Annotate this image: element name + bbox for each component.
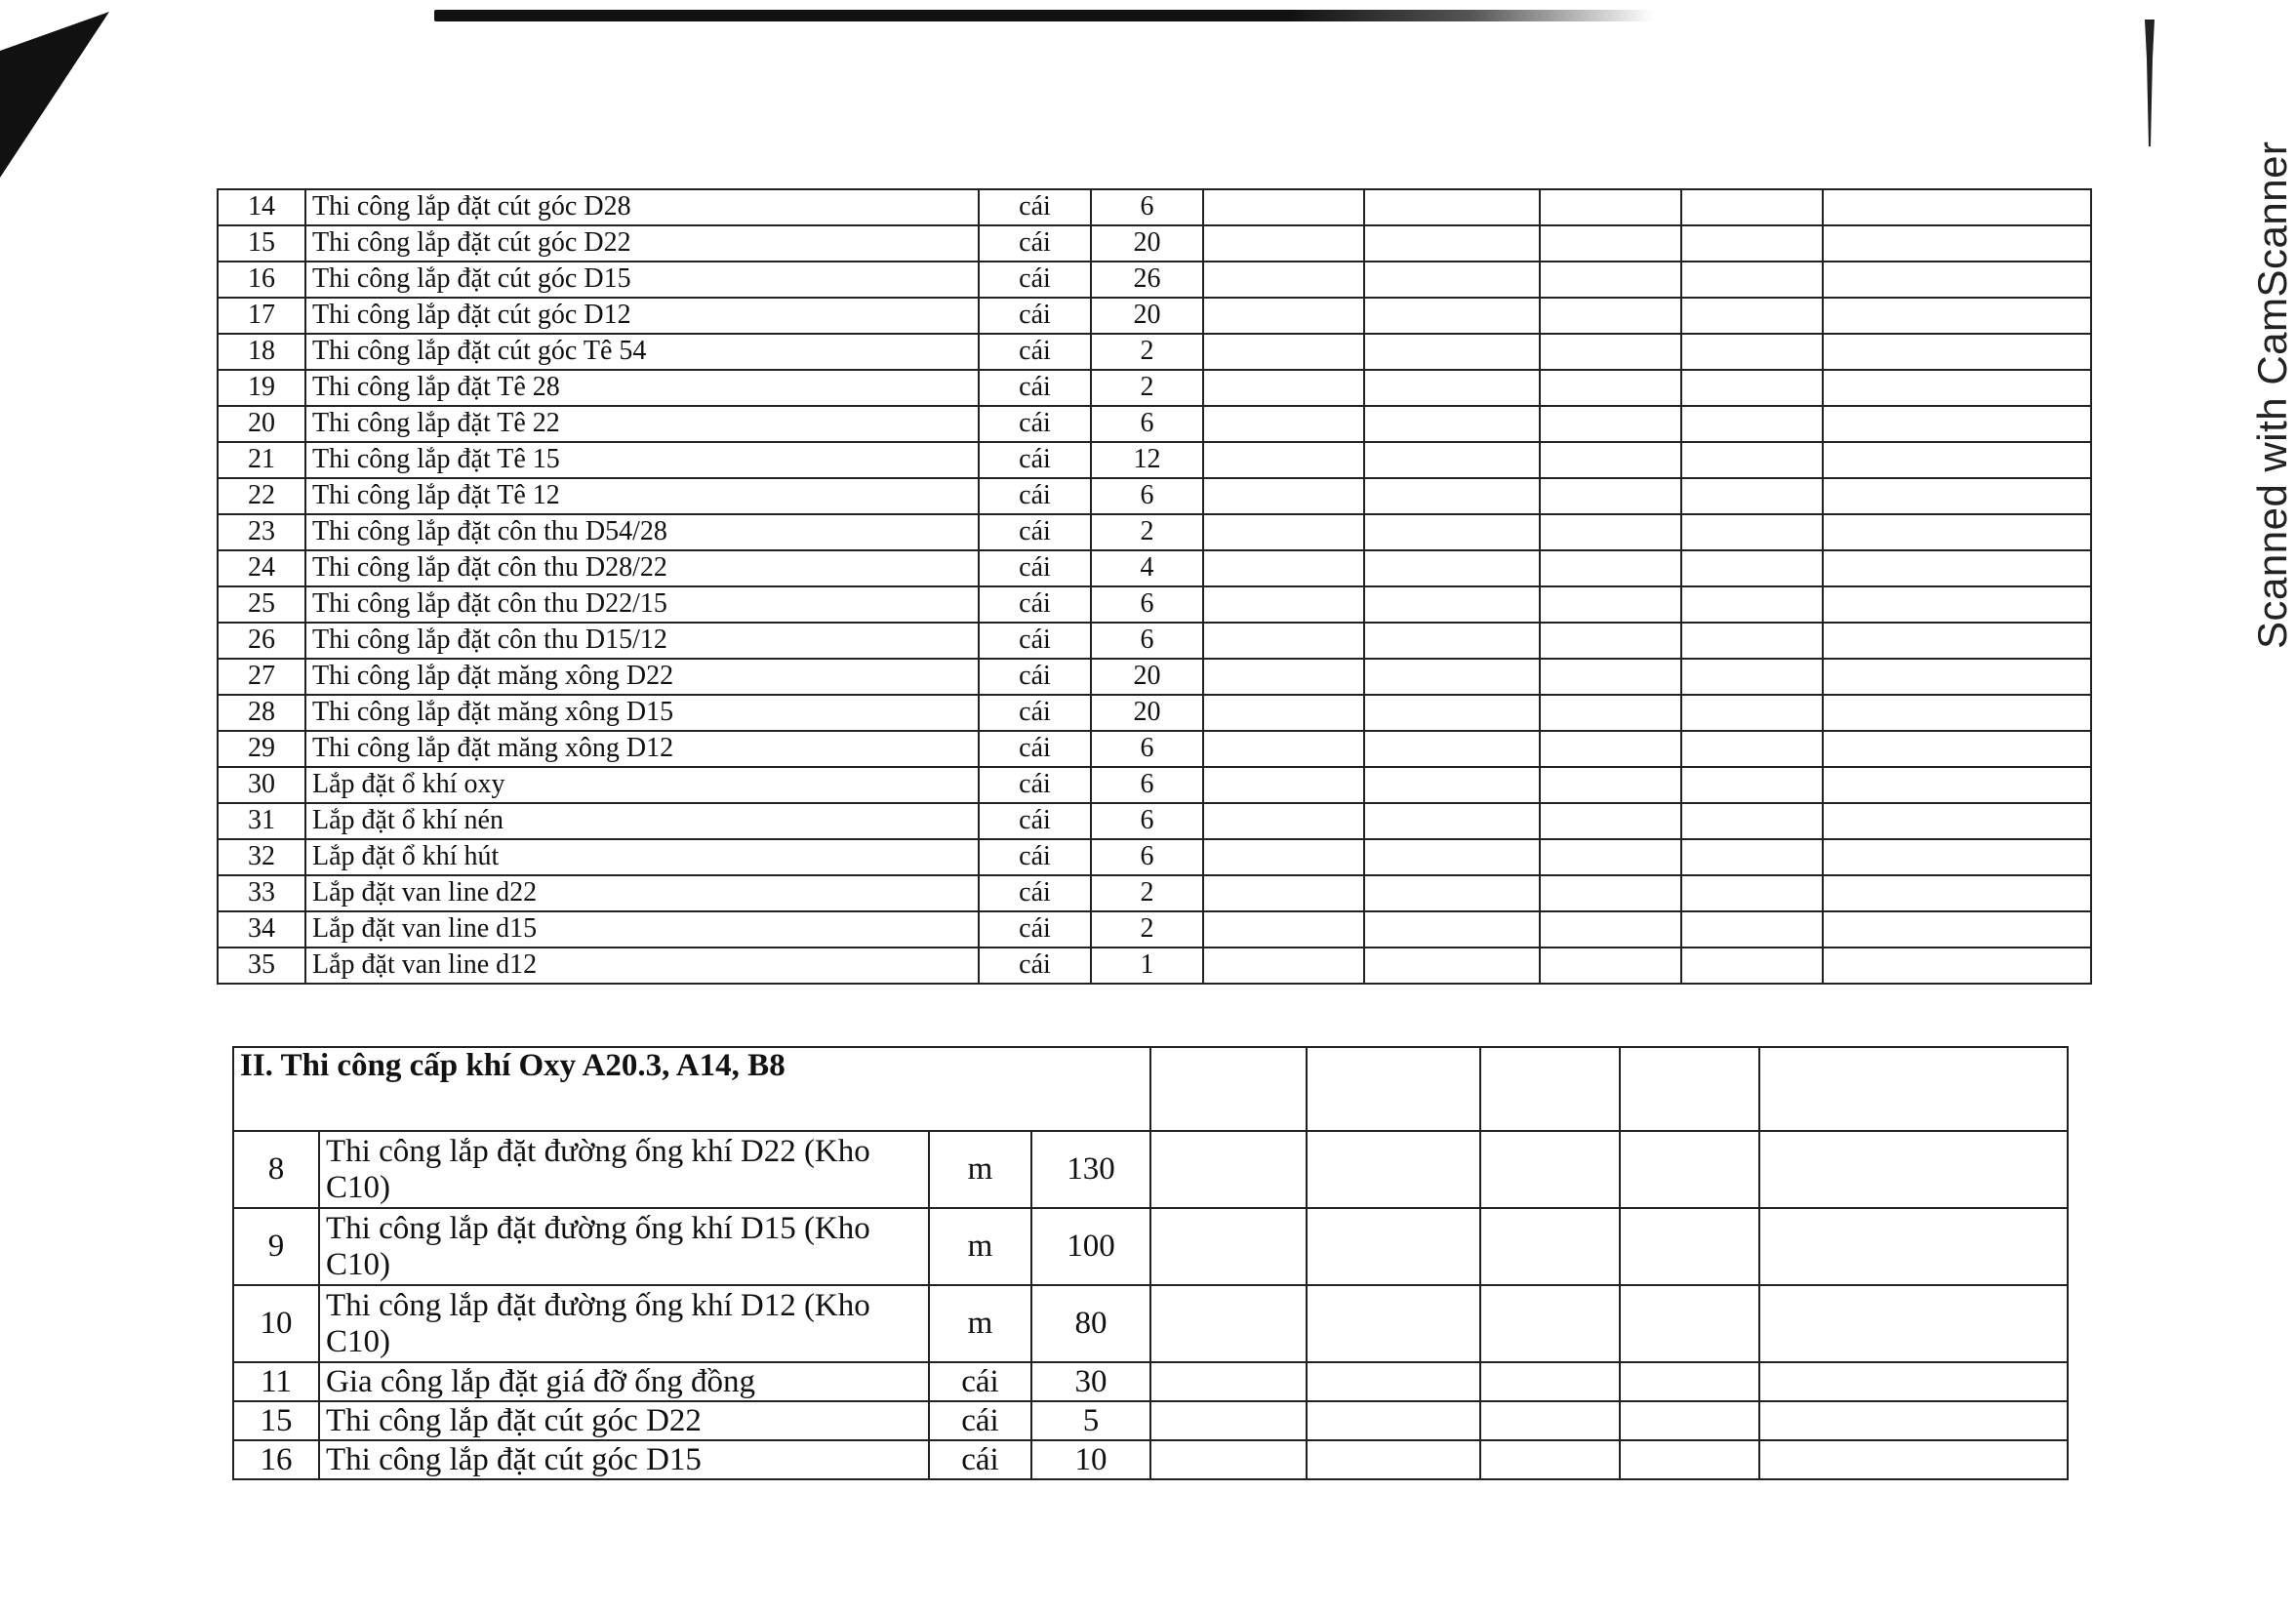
empty-cell (1620, 1362, 1759, 1401)
empty-cell (1364, 298, 1540, 334)
row-number: 18 (218, 334, 305, 370)
empty-cell (1203, 189, 1364, 225)
empty-cell (1203, 659, 1364, 695)
table-row (218, 442, 2091, 478)
empty-cell (1203, 406, 1364, 442)
unit-cell: cái (979, 298, 1091, 334)
table-row (218, 514, 2091, 550)
empty-cell (1364, 189, 1540, 225)
empty-cell (1540, 695, 1681, 731)
empty-cell (1150, 1401, 1307, 1440)
empty-cell (1681, 731, 1823, 767)
empty-cell (1364, 514, 1540, 550)
empty-cell (1364, 839, 1540, 875)
table-row (218, 406, 2091, 442)
empty-cell (1823, 875, 2091, 911)
empty-cell (1540, 406, 1681, 442)
empty-cell (1203, 948, 1364, 984)
row-number: 24 (218, 550, 305, 586)
empty-cell (1540, 478, 1681, 514)
empty-cell (1364, 586, 1540, 623)
row-number: 19 (218, 370, 305, 406)
quantity-cell: 30 (1031, 1362, 1150, 1401)
empty-cell (1681, 875, 1823, 911)
unit-cell: cái (979, 189, 1091, 225)
empty-cell (1823, 514, 2091, 550)
table-row (218, 659, 2091, 695)
row-number: 32 (218, 839, 305, 875)
empty-cell (1681, 406, 1823, 442)
empty-cell (1364, 406, 1540, 442)
empty-cell (1681, 225, 1823, 262)
item-description: Lắp đặt van line d12 (305, 948, 979, 984)
empty-cell (1540, 767, 1681, 803)
empty-cell (1681, 911, 1823, 948)
item-description: Thi công lắp đặt cút góc D15 (305, 262, 979, 298)
quantity-cell: 5 (1031, 1401, 1150, 1440)
empty-cell (1203, 731, 1364, 767)
item-description: Thi công lắp đặt cút góc Tê 54 (305, 334, 979, 370)
row-number: 23 (218, 514, 305, 550)
empty-cell (1759, 1047, 2068, 1131)
unit-cell: cái (979, 586, 1091, 623)
table-row (218, 189, 2091, 225)
empty-cell (1364, 659, 1540, 695)
empty-cell (1480, 1131, 1620, 1208)
table-row (233, 1440, 2068, 1479)
row-number: 10 (233, 1285, 319, 1362)
empty-cell (1540, 803, 1681, 839)
empty-cell (1681, 370, 1823, 406)
empty-cell (1823, 839, 2091, 875)
empty-cell (1681, 334, 1823, 370)
unit-cell: m (929, 1131, 1031, 1208)
empty-cell (1681, 803, 1823, 839)
item-description: Thi công lắp đặt côn thu D15/12 (305, 623, 979, 659)
camscanner-watermark: Scanned with CamScanner (2249, 141, 2295, 649)
unit-cell: cái (979, 550, 1091, 586)
empty-cell (1620, 1208, 1759, 1285)
empty-cell (1823, 262, 2091, 298)
empty-cell (1203, 262, 1364, 298)
empty-cell (1480, 1362, 1620, 1401)
quantity-cell: 10 (1031, 1440, 1150, 1479)
empty-cell (1203, 550, 1364, 586)
table-row (218, 334, 2091, 370)
quantity-cell: 20 (1091, 695, 1203, 731)
empty-cell (1307, 1285, 1480, 1362)
item-description: Thi công lắp đặt cút góc D28 (305, 189, 979, 225)
item-description: Thi công lắp đặt cút góc D22 (319, 1401, 929, 1440)
row-number: 31 (218, 803, 305, 839)
table-row (218, 875, 2091, 911)
empty-cell (1203, 803, 1364, 839)
empty-cell (1364, 442, 1540, 478)
empty-cell (1540, 875, 1681, 911)
section-header-row (233, 1047, 2068, 1131)
row-number: 35 (218, 948, 305, 984)
item-description: Thi công lắp đặt côn thu D54/28 (305, 514, 979, 550)
quantity-cell: 2 (1091, 334, 1203, 370)
empty-cell (1307, 1131, 1480, 1208)
item-description: Thi công lắp đặt măng xông D15 (305, 695, 979, 731)
unit-cell: cái (979, 442, 1091, 478)
quantity-cell: 26 (1091, 262, 1203, 298)
items-table-part2 (232, 1046, 2069, 1480)
empty-cell (1823, 334, 2091, 370)
empty-cell (1540, 225, 1681, 262)
row-number: 26 (218, 623, 305, 659)
item-description: Thi công lắp đặt Tê 28 (305, 370, 979, 406)
unit-cell: cái (979, 225, 1091, 262)
row-number: 33 (218, 875, 305, 911)
item-description: Thi công lắp đặt cút góc D15 (319, 1440, 929, 1479)
row-number: 15 (218, 225, 305, 262)
row-number: 20 (218, 406, 305, 442)
quantity-cell: 6 (1091, 586, 1203, 623)
table-row (233, 1131, 2068, 1208)
unit-cell: cái (979, 478, 1091, 514)
unit-cell: cái (979, 370, 1091, 406)
quantity-cell: 1 (1091, 948, 1203, 984)
empty-cell (1823, 695, 2091, 731)
empty-cell (1307, 1440, 1480, 1479)
empty-cell (1203, 478, 1364, 514)
empty-cell (1540, 839, 1681, 875)
row-number: 16 (218, 262, 305, 298)
row-number: 28 (218, 695, 305, 731)
quantity-cell: 2 (1091, 514, 1203, 550)
empty-cell (1620, 1047, 1759, 1131)
empty-cell (1364, 731, 1540, 767)
empty-cell (1364, 875, 1540, 911)
row-number: 29 (218, 731, 305, 767)
empty-cell (1759, 1208, 2068, 1285)
empty-cell (1364, 225, 1540, 262)
quantity-cell: 6 (1091, 839, 1203, 875)
empty-cell (1823, 623, 2091, 659)
empty-cell (1823, 803, 2091, 839)
empty-cell (1150, 1047, 1307, 1131)
section-title: II. Thi công cấp khí Oxy A20.3, A14, B8 (233, 1047, 1150, 1131)
empty-cell (1540, 550, 1681, 586)
empty-cell (1620, 1131, 1759, 1208)
empty-cell (1203, 875, 1364, 911)
item-description: Thi công lắp đặt măng xông D12 (305, 731, 979, 767)
table-row (218, 550, 2091, 586)
empty-cell (1364, 550, 1540, 586)
table-row (218, 586, 2091, 623)
row-number: 11 (233, 1362, 319, 1401)
empty-cell (1823, 406, 2091, 442)
empty-cell (1480, 1285, 1620, 1362)
unit-cell: cái (929, 1362, 1031, 1401)
quantity-cell: 80 (1031, 1285, 1150, 1362)
table-row (218, 731, 2091, 767)
scan-corner-shadow (0, 12, 117, 178)
unit-cell: cái (979, 911, 1091, 948)
table-row (233, 1401, 2068, 1440)
empty-cell (1823, 550, 2091, 586)
empty-cell (1203, 586, 1364, 623)
table-row (218, 370, 2091, 406)
row-number: 9 (233, 1208, 319, 1285)
empty-cell (1620, 1401, 1759, 1440)
item-description: Thi công lắp đặt Tê 12 (305, 478, 979, 514)
row-number: 14 (218, 189, 305, 225)
unit-cell: m (929, 1285, 1031, 1362)
empty-cell (1759, 1362, 2068, 1401)
empty-cell (1681, 948, 1823, 984)
empty-cell (1823, 442, 2091, 478)
table-row (218, 225, 2091, 262)
empty-cell (1540, 262, 1681, 298)
quantity-cell: 4 (1091, 550, 1203, 586)
unit-cell: cái (979, 731, 1091, 767)
table-row (218, 695, 2091, 731)
quantity-cell: 6 (1091, 478, 1203, 514)
empty-cell (1823, 298, 2091, 334)
unit-cell: cái (979, 514, 1091, 550)
empty-cell (1823, 659, 2091, 695)
empty-cell (1681, 586, 1823, 623)
unit-cell: cái (979, 767, 1091, 803)
empty-cell (1681, 695, 1823, 731)
empty-cell (1203, 839, 1364, 875)
empty-cell (1364, 767, 1540, 803)
empty-cell (1540, 911, 1681, 948)
row-number: 34 (218, 911, 305, 948)
empty-cell (1150, 1208, 1307, 1285)
unit-cell: cái (979, 695, 1091, 731)
table-row (218, 262, 2091, 298)
empty-cell (1480, 1047, 1620, 1131)
item-description: Thi công lắp đặt đường ống khí D12 (Kho C10) (319, 1285, 929, 1362)
empty-cell (1203, 911, 1364, 948)
empty-cell (1480, 1208, 1620, 1285)
item-description: Gia công lắp đặt giá đỡ ống đồng (319, 1362, 929, 1401)
quantity-cell: 6 (1091, 803, 1203, 839)
quantity-cell: 2 (1091, 370, 1203, 406)
empty-cell (1823, 370, 2091, 406)
empty-cell (1307, 1401, 1480, 1440)
unit-cell: cái (979, 262, 1091, 298)
quantity-cell: 100 (1031, 1208, 1150, 1285)
empty-cell (1203, 334, 1364, 370)
empty-cell (1823, 225, 2091, 262)
empty-cell (1203, 298, 1364, 334)
empty-cell (1823, 731, 2091, 767)
row-number: 15 (233, 1401, 319, 1440)
row-number: 30 (218, 767, 305, 803)
empty-cell (1540, 442, 1681, 478)
empty-cell (1759, 1440, 2068, 1479)
row-number: 17 (218, 298, 305, 334)
unit-cell: cái (929, 1440, 1031, 1479)
empty-cell (1540, 731, 1681, 767)
table-row (218, 803, 2091, 839)
empty-cell (1364, 334, 1540, 370)
empty-cell (1307, 1047, 1480, 1131)
empty-cell (1823, 767, 2091, 803)
empty-cell (1681, 478, 1823, 514)
item-description: Lắp đặt van line d22 (305, 875, 979, 911)
table-row (233, 1208, 2068, 1285)
item-description: Thi công lắp đặt Tê 15 (305, 442, 979, 478)
item-description: Thi công lắp đặt măng xông D22 (305, 659, 979, 695)
empty-cell (1620, 1285, 1759, 1362)
table-row (233, 1285, 2068, 1362)
empty-cell (1307, 1208, 1480, 1285)
table-row (218, 478, 2091, 514)
empty-cell (1203, 442, 1364, 478)
empty-cell (1364, 478, 1540, 514)
empty-cell (1203, 695, 1364, 731)
item-description: Thi công lắp đặt đường ống khí D15 (Kho C10) (319, 1208, 929, 1285)
empty-cell (1364, 262, 1540, 298)
empty-cell (1681, 623, 1823, 659)
empty-cell (1203, 225, 1364, 262)
unit-cell: cái (979, 623, 1091, 659)
item-description: Thi công lắp đặt đường ống khí D22 (Kho C10) (319, 1131, 929, 1208)
quantity-cell: 6 (1091, 623, 1203, 659)
empty-cell (1203, 767, 1364, 803)
quantity-cell: 6 (1091, 189, 1203, 225)
row-number: 21 (218, 442, 305, 478)
empty-cell (1681, 442, 1823, 478)
empty-cell (1364, 948, 1540, 984)
empty-cell (1540, 370, 1681, 406)
quantity-cell: 12 (1091, 442, 1203, 478)
item-description: Lắp đặt ổ khí hút (305, 839, 979, 875)
empty-cell (1307, 1362, 1480, 1401)
empty-cell (1150, 1285, 1307, 1362)
quantity-cell: 20 (1091, 298, 1203, 334)
empty-cell (1681, 767, 1823, 803)
row-number: 25 (218, 586, 305, 623)
empty-cell (1540, 514, 1681, 550)
empty-cell (1823, 478, 2091, 514)
quantity-cell: 20 (1091, 225, 1203, 262)
empty-cell (1150, 1131, 1307, 1208)
item-description: Lắp đặt van line d15 (305, 911, 979, 948)
empty-cell (1759, 1131, 2068, 1208)
unit-cell: cái (979, 659, 1091, 695)
empty-cell (1364, 803, 1540, 839)
quantity-cell: 130 (1031, 1131, 1150, 1208)
unit-cell: cái (979, 948, 1091, 984)
row-number: 16 (233, 1440, 319, 1479)
quantity-cell: 6 (1091, 406, 1203, 442)
empty-cell (1540, 586, 1681, 623)
quantity-cell: 2 (1091, 911, 1203, 948)
item-description: Thi công lắp đặt côn thu D22/15 (305, 586, 979, 623)
row-number: 8 (233, 1131, 319, 1208)
row-number: 22 (218, 478, 305, 514)
unit-cell: cái (979, 803, 1091, 839)
empty-cell (1823, 189, 2091, 225)
unit-cell: cái (979, 875, 1091, 911)
empty-cell (1620, 1440, 1759, 1479)
empty-cell (1203, 623, 1364, 659)
item-description: Lắp đặt ổ khí oxy (305, 767, 979, 803)
item-description: Thi công lắp đặt cút góc D12 (305, 298, 979, 334)
empty-cell (1681, 298, 1823, 334)
empty-cell (1540, 334, 1681, 370)
empty-cell (1480, 1401, 1620, 1440)
quantity-cell: 6 (1091, 731, 1203, 767)
items-table-part1 (217, 188, 2092, 985)
table-row (218, 767, 2091, 803)
item-description: Lắp đặt ổ khí nén (305, 803, 979, 839)
empty-cell (1681, 262, 1823, 298)
table-row (218, 948, 2091, 984)
empty-cell (1823, 911, 2091, 948)
unit-cell: cái (979, 839, 1091, 875)
empty-cell (1364, 695, 1540, 731)
empty-cell (1364, 370, 1540, 406)
empty-cell (1759, 1285, 2068, 1362)
table-row (218, 839, 2091, 875)
empty-cell (1150, 1362, 1307, 1401)
empty-cell (1759, 1401, 2068, 1440)
quantity-cell: 20 (1091, 659, 1203, 695)
quantity-cell: 6 (1091, 767, 1203, 803)
empty-cell (1681, 550, 1823, 586)
empty-cell (1681, 189, 1823, 225)
item-description: Thi công lắp đặt cút góc D22 (305, 225, 979, 262)
empty-cell (1364, 623, 1540, 659)
scan-right-edge-mark (2145, 20, 2155, 146)
table-row (218, 298, 2091, 334)
scan-edge-shadow (434, 10, 1654, 21)
empty-cell (1150, 1440, 1307, 1479)
empty-cell (1823, 948, 2091, 984)
empty-cell (1823, 586, 2091, 623)
table-row (218, 911, 2091, 948)
empty-cell (1540, 948, 1681, 984)
unit-cell: m (929, 1208, 1031, 1285)
empty-cell (1203, 514, 1364, 550)
empty-cell (1203, 370, 1364, 406)
empty-cell (1681, 514, 1823, 550)
empty-cell (1540, 189, 1681, 225)
item-description: Thi công lắp đặt côn thu D28/22 (305, 550, 979, 586)
unit-cell: cái (979, 334, 1091, 370)
item-description: Thi công lắp đặt Tê 22 (305, 406, 979, 442)
empty-cell (1681, 659, 1823, 695)
table-row (218, 623, 2091, 659)
quantity-cell: 2 (1091, 875, 1203, 911)
empty-cell (1540, 659, 1681, 695)
unit-cell: cái (979, 406, 1091, 442)
empty-cell (1364, 911, 1540, 948)
empty-cell (1480, 1440, 1620, 1479)
unit-cell: cái (929, 1401, 1031, 1440)
table-row (233, 1362, 2068, 1401)
empty-cell (1681, 839, 1823, 875)
empty-cell (1540, 623, 1681, 659)
empty-cell (1540, 298, 1681, 334)
row-number: 27 (218, 659, 305, 695)
